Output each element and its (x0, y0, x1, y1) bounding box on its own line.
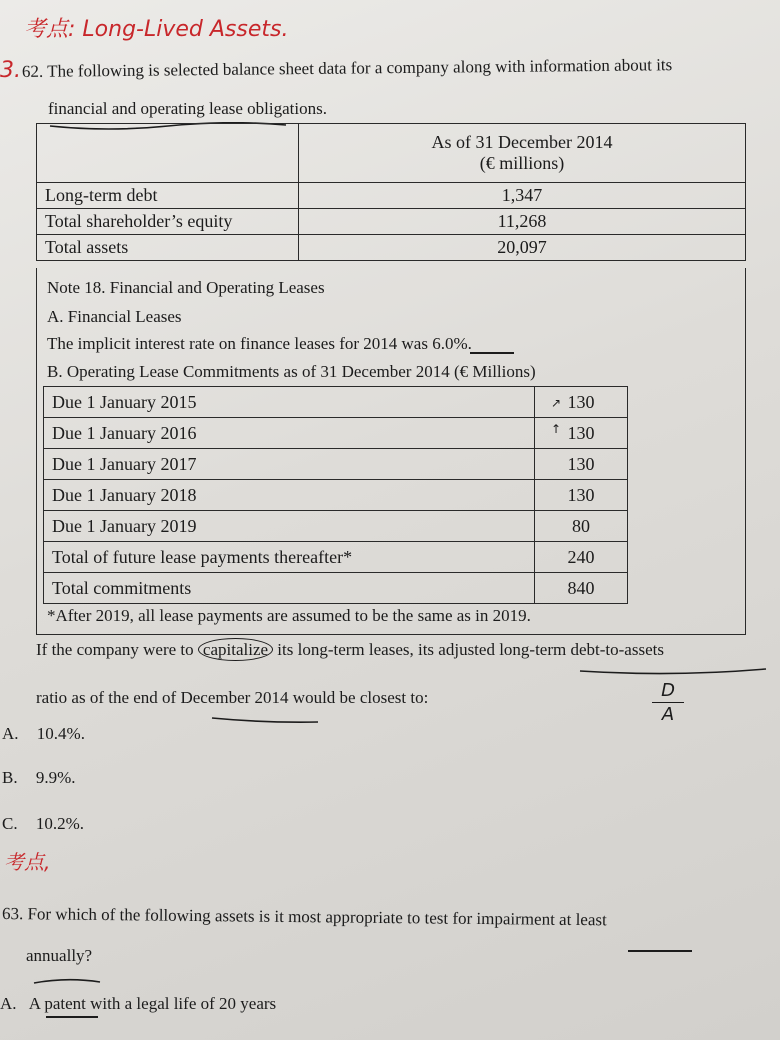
lease-label: Due 1 January 2016 (44, 418, 535, 449)
lease-value: 130 (535, 387, 628, 418)
note-rate-text: The implicit interest rate on finance leases for 2014 was 6.0%. (47, 334, 472, 353)
q63-option-a[interactable] (0, 994, 276, 1014)
lease-label: Due 1 January 2017 (44, 449, 535, 480)
q62-number: 62. (21, 61, 44, 81)
lease-value: 130 (535, 418, 628, 449)
lease-value: 80 (535, 511, 628, 542)
option-c[interactable] (2, 814, 84, 834)
header-date: As of 31 December 2014 (431, 132, 613, 152)
balance-sheet-header (299, 124, 746, 183)
lease-label: Total of future lease payments thereafter* (44, 542, 535, 573)
balance-sheet-table (36, 123, 746, 261)
annually-underline-annotation (32, 972, 102, 980)
balance-sheet-header-blank (37, 124, 299, 183)
row-label: Total shareholder’s equity (37, 209, 299, 235)
q63-number: 63. (1, 904, 24, 924)
q62-stem-text: The following is selected balance sheet data for a company along with information about its (47, 55, 673, 81)
row-label: Total assets (37, 235, 299, 261)
date-underline-annotation (210, 712, 320, 722)
option-letter: C. (2, 814, 18, 833)
table-row (44, 511, 628, 542)
lease-commitments-table (43, 386, 628, 604)
row-label: Long-term debt (37, 183, 299, 209)
impairment-underline-annotation (628, 950, 692, 952)
lease-label: Due 1 January 2015 (44, 387, 535, 418)
note-section-b: B. Operating Lease Commitments as of 31 December 2014 (€ Millions) (47, 362, 536, 381)
lease-value: 240 (535, 542, 628, 573)
annotation-numerator: D (661, 680, 675, 701)
fraction-bar (652, 702, 684, 703)
q62-stem-line1 (22, 55, 672, 82)
lease-label: Total commitments (44, 573, 535, 604)
row-value: 20,097 (299, 235, 746, 261)
question-mark-annotation: 3. (0, 58, 21, 83)
debt-over-assets-annotation (650, 680, 686, 725)
lease-tick-annotation-1: ↗ (551, 396, 562, 410)
q62-question-line1 (36, 640, 776, 660)
note-section-a: A. Financial Leases (47, 307, 182, 326)
lease-tick-annotation-2: ↑ (551, 422, 562, 436)
ratio-underline-annotation (578, 664, 768, 676)
option-a[interactable] (2, 724, 85, 744)
table-row (44, 418, 628, 449)
lease-value: 130 (535, 449, 628, 480)
topic-mark-annotation: 考点, (4, 850, 51, 874)
option-text: A patent with a legal life of 20 years (28, 994, 277, 1013)
table-row (44, 387, 628, 418)
question-post: its long-term leases, its adjusted long-term debt-to-assets (277, 640, 664, 659)
option-text: 10.2%. (35, 814, 85, 833)
table-row (44, 449, 628, 480)
option-letter: A. (0, 994, 17, 1013)
table-row (44, 573, 628, 604)
patent-underline-annotation (46, 1016, 98, 1018)
lease-value: 130 (535, 480, 628, 511)
question-pre: If the company were to (36, 640, 194, 659)
option-letter: B. (2, 768, 18, 787)
header-units: (€ millions) (479, 153, 565, 173)
option-letter: A. (2, 724, 19, 743)
option-text: 10.4%. (36, 724, 85, 743)
table-row (37, 235, 746, 261)
lease-label: Due 1 January 2019 (44, 511, 535, 542)
q63-stem-line2: annually? (26, 946, 93, 965)
option-b[interactable] (2, 768, 76, 788)
topic-heading-annotation: 考点: Long-Lived Assets. (24, 17, 289, 42)
lease-value: 840 (535, 573, 628, 604)
lease-label: Due 1 January 2018 (44, 480, 535, 511)
note-footnote: *After 2019, all lease payments are assumed to be the same as in 2019. (47, 606, 531, 625)
capitalize-circle-annotation: capitalize (198, 638, 273, 661)
option-text: 9.9%. (35, 768, 76, 787)
table-row (37, 183, 746, 209)
q63-stem-line1 (2, 904, 772, 932)
q63-stem-text: For which of the following assets is it most appropriate to test for impairment at least (27, 904, 607, 930)
annotation-denominator: A (661, 704, 675, 725)
table-row (44, 480, 628, 511)
q62-question-line2: ratio as of the end of December 2014 would be closest to: (36, 688, 429, 707)
row-value: 11,268 (299, 209, 746, 235)
rate-underline-annotation (470, 352, 514, 354)
row-value: 1,347 (299, 183, 746, 209)
balance-sheet-header-row (37, 124, 746, 183)
table-row (44, 542, 628, 573)
q62-stem-line2: financial and operating lease obligations. (48, 99, 327, 118)
table-row (37, 209, 746, 235)
note-title: Note 18. Financial and Operating Leases (47, 278, 325, 297)
